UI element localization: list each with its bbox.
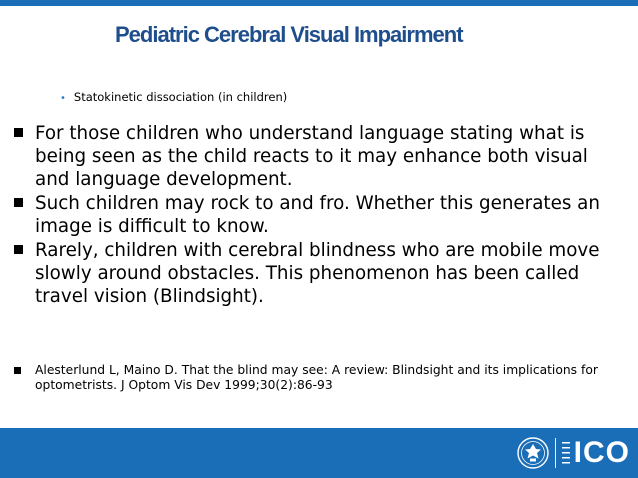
ico-logo [517,436,630,470]
bullet-item [14,122,626,191]
square-bullet-icon [14,198,23,207]
bullet-dot-icon: • [60,93,66,104]
square-bullet-icon [14,367,21,374]
top-accent-bar [0,0,638,6]
square-bullet-icon [14,245,23,254]
bullet-list [14,122,626,309]
sub-bullet [60,90,287,104]
footer-bar [0,428,638,478]
reference-text: Alesterlund L, Maino D. That the blind may see: A review: Blindsight and its implications for optometrists. J Optom Vis Dev 1999;30(2):86-93 [35,363,598,392]
bullet-text: Such children may rock to and fro. Whether this generates an image is difficult to know. [35,193,600,237]
bullet-item [14,239,626,308]
slide-title: Pediatric Cerebral Visual Impairment [115,22,463,47]
reference [14,363,630,393]
square-bullet-icon [14,128,23,137]
sub-bullet-text: Statokinetic dissociation (in children) [73,90,288,104]
bullet-text: For those children who understand language stating what is being seen as the child reacts to it may enhance both visual and language development. [35,123,588,190]
logo-lines-icon [562,438,570,468]
bullet-text: Rarely, children with cerebral blindness who are mobile move slowly around obstacles. This phenomenon has been called travel vision (Blindsight). [35,240,600,307]
ico-logo-text: ICO [573,436,630,469]
institution-seal-icon [517,437,549,469]
bullet-item [14,192,626,238]
logo-divider [555,438,556,468]
